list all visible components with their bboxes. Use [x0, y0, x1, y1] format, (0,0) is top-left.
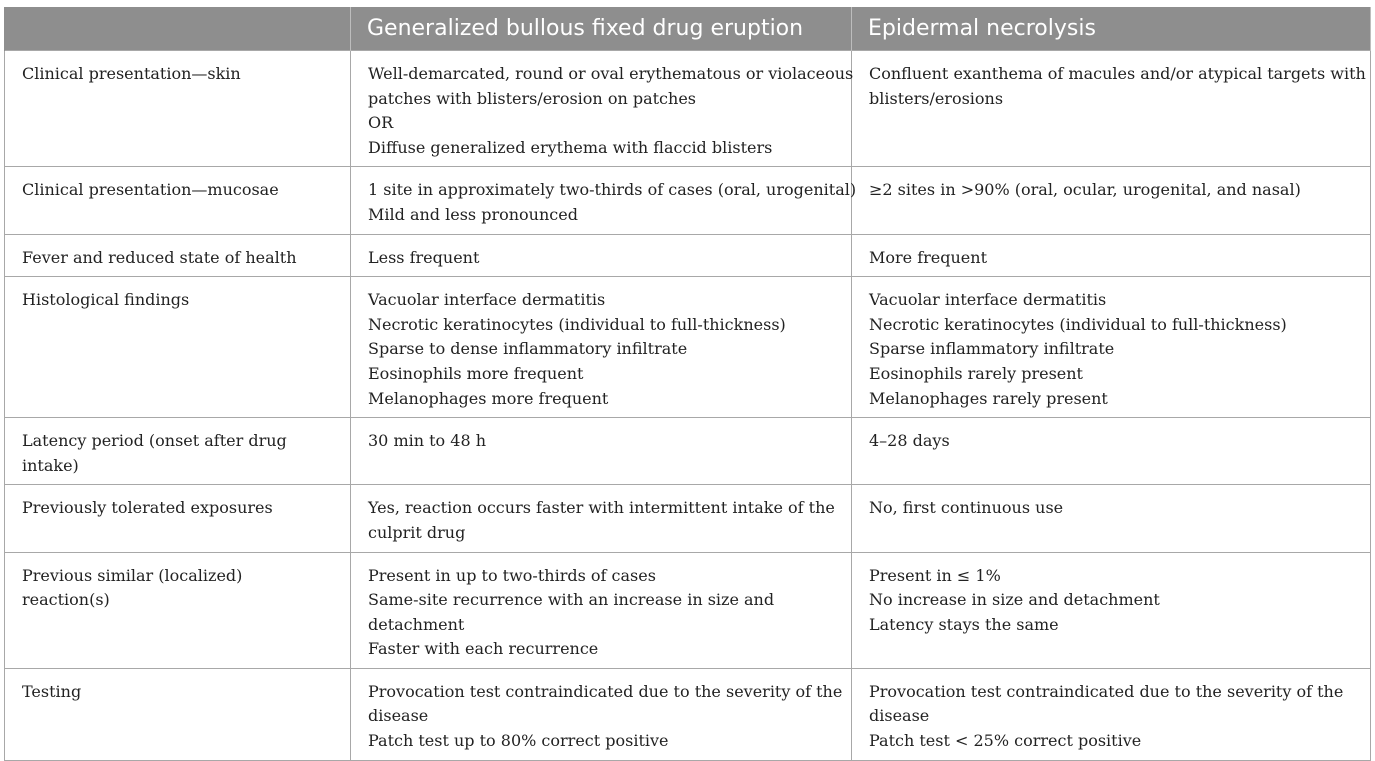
row-label: Fever and reduced state of health — [5, 234, 351, 277]
cell-line: OR — [368, 113, 394, 133]
cell-line: Present in up to two-thirds of cases — [368, 565, 656, 585]
cell-gbfde — [351, 51, 852, 167]
cell-line: ≥2 sites in >90% (oral, ocular, urogenital, and nasal) — [869, 180, 1301, 200]
cell-en — [852, 552, 1371, 668]
cell-line: Well-demarcated, round or oval erythematous or violaceous — [368, 64, 854, 83]
cell-line: Confluent exanthema of macules and/or atypical targets with — [869, 64, 1366, 83]
table-row — [5, 552, 1371, 668]
table-header — [5, 7, 1371, 51]
cell-line: Necrotic keratinocytes (individual to full-thickness) — [368, 314, 786, 334]
cell-en — [852, 418, 1371, 485]
cell-line: blisters/erosions — [869, 88, 1004, 108]
row-label: Previously tolerated exposures — [5, 485, 351, 552]
cell-line: Eosinophils rarely present — [869, 363, 1083, 383]
header-en: Epidermal necrolysis — [852, 7, 1371, 51]
cell-line: Same-site recurrence with an increase in size and — [368, 590, 775, 610]
cell-gbfde — [351, 234, 852, 277]
cell-line: Present in ≤ 1% — [869, 565, 1001, 585]
comparison-table — [4, 7, 1371, 761]
cell-line: Melanophages more frequent — [368, 388, 609, 408]
cell-line: Faster with each recurrence — [368, 639, 599, 659]
table-row — [5, 51, 1371, 167]
row-label: Histological findings — [5, 277, 351, 418]
cell-en — [852, 485, 1371, 552]
cell-line: No increase in size and detachment — [869, 590, 1160, 610]
header-row — [5, 7, 1371, 51]
cell-en — [852, 167, 1371, 234]
table-row — [5, 418, 1371, 485]
cell-line: Vacuolar interface dermatitis — [869, 290, 1107, 310]
cell-line: Patch test up to 80% correct positive — [368, 731, 669, 751]
cell-line: disease — [869, 706, 930, 726]
cell-line: No, first continuous use — [869, 498, 1064, 518]
cell-line: culprit drug — [368, 522, 466, 542]
cell-gbfde — [351, 552, 852, 668]
cell-line: Melanophages rarely present — [869, 388, 1108, 408]
cell-gbfde — [351, 277, 852, 418]
cell-line: patches with blisters/erosion on patches — [368, 88, 696, 108]
row-label: Clinical presentation—skin — [5, 51, 351, 167]
header-gbfde: Generalized bullous fixed drug eruption — [351, 7, 852, 51]
cell-line: disease — [368, 706, 429, 726]
cell-line: 30 min to 48 h — [368, 431, 487, 451]
cell-en — [852, 234, 1371, 277]
cell-line: Latency stays the same — [869, 614, 1059, 634]
table-row — [5, 277, 1371, 418]
cell-line: Sparse inflammatory infiltrate — [869, 339, 1115, 359]
cell-gbfde — [351, 418, 852, 485]
row-label: Clinical presentation—mucosae — [5, 167, 351, 234]
cell-gbfde — [351, 167, 857, 234]
cell-line: 4–28 days — [869, 431, 950, 451]
table-row — [5, 167, 1371, 234]
cell-line: Necrotic keratinocytes (individual to full-thickness) — [869, 314, 1287, 334]
cell-line: Less frequent — [368, 247, 480, 267]
cell-line: Sparse to dense inflammatory infiltrate — [368, 339, 688, 359]
cell-gbfde — [351, 668, 852, 760]
header-feature — [5, 7, 351, 51]
table-row — [5, 668, 1371, 760]
cell-line: detachment — [368, 614, 465, 634]
cell-en — [852, 277, 1371, 418]
cell-en — [852, 668, 1371, 760]
table-row — [5, 234, 1371, 277]
cell-line: More frequent — [869, 247, 988, 267]
cell-line: Vacuolar interface dermatitis — [368, 290, 606, 310]
cell-line: Patch test < 25% correct positive — [869, 731, 1142, 751]
row-label: Testing — [5, 668, 351, 760]
cell-line: Eosinophils more frequent — [368, 363, 584, 383]
cell-line: Diffuse generalized erythema with flaccid blisters — [368, 137, 773, 157]
cell-line: Provocation test contraindicated due to the severity of the — [368, 681, 843, 701]
cell-line: Mild and less pronounced — [368, 204, 578, 224]
cell-en — [852, 51, 1371, 167]
cell-line: 1 site in approximately two-thirds of cases (oral, urogenital) — [368, 180, 857, 200]
cell-line: Yes, reaction occurs faster with intermittent intake of the — [368, 498, 835, 518]
table-row — [5, 485, 1371, 552]
row-label: Latency period (onset after drug intake) — [5, 418, 351, 485]
row-label: Previous similar (localized) reaction(s) — [5, 552, 351, 668]
table-body — [5, 51, 1371, 761]
cell-gbfde — [351, 485, 852, 552]
cell-line: Provocation test contraindicated due to the severity of the — [869, 681, 1344, 701]
